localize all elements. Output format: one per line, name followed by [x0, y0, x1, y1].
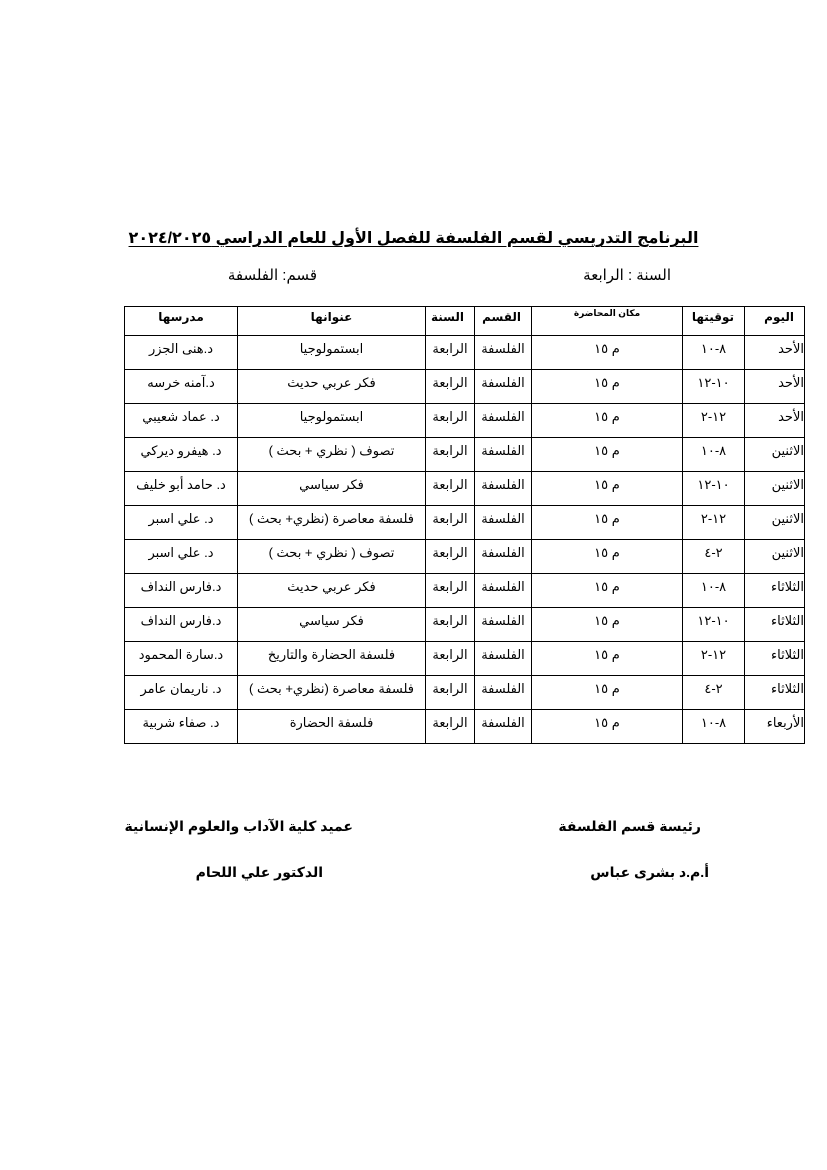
cell-year: الرابعة: [426, 642, 475, 676]
table-row: [125, 336, 805, 370]
cell-title: فكر عربي حديث: [238, 370, 426, 404]
cell-year: الرابعة: [426, 574, 475, 608]
cell-teacher: د.سارة المحمود: [125, 642, 238, 676]
cell-location: م ١٥: [532, 472, 683, 506]
cell-time: ١٠-١٢: [683, 608, 745, 642]
cell-time: ٢-٤: [683, 676, 745, 710]
table-row: [125, 540, 805, 574]
table-row: [125, 642, 805, 676]
cell-time: ٨-١٠: [683, 438, 745, 472]
cell-location: م ١٥: [532, 540, 683, 574]
cell-year: الرابعة: [426, 336, 475, 370]
cell-teacher: د. صفاء شربية: [125, 710, 238, 744]
cell-teacher: د. هيفرو ديركي: [125, 438, 238, 472]
cell-dept: الفلسفة: [475, 438, 532, 472]
schedule-body: [125, 336, 805, 744]
cell-day: الاثنين: [745, 540, 805, 574]
header-title: عنوانها: [238, 307, 426, 336]
header-day: اليوم: [745, 307, 805, 336]
cell-title: فلسفة الحضارة: [238, 710, 426, 744]
cell-year: الرابعة: [426, 608, 475, 642]
cell-location: م ١٥: [532, 608, 683, 642]
cell-title: ابستمولوجيا: [238, 336, 426, 370]
cell-day: الأحد: [745, 370, 805, 404]
cell-location: م ١٥: [532, 710, 683, 744]
cell-dept: الفلسفة: [475, 506, 532, 540]
cell-day: الأربعاء: [745, 710, 805, 744]
head-title: رئيسة قسم الفلسفة: [558, 818, 701, 834]
cell-location: م ١٥: [532, 676, 683, 710]
head-name: أ.م.د بشرى عباس: [590, 864, 709, 880]
header-time: توقيتها: [683, 307, 745, 336]
year-label: السنة : الرابعة: [583, 267, 671, 284]
cell-day: الثلاثاء: [745, 574, 805, 608]
cell-day: الثلاثاء: [745, 608, 805, 642]
cell-teacher: د. ناريمان عامر: [125, 676, 238, 710]
table-header-row: [125, 307, 805, 336]
header-year: السنة: [426, 307, 475, 336]
table-row: [125, 472, 805, 506]
table-row: [125, 710, 805, 744]
table-row: [125, 574, 805, 608]
cell-teacher: د. عماد شعيبي: [125, 404, 238, 438]
cell-title: فكر سياسي: [238, 472, 426, 506]
table-row: [125, 438, 805, 472]
header-dept: القسم: [475, 307, 532, 336]
cell-dept: الفلسفة: [475, 574, 532, 608]
cell-time: ٢-٤: [683, 540, 745, 574]
cell-dept: الفلسفة: [475, 642, 532, 676]
cell-teacher: د. علي اسبر: [125, 540, 238, 574]
document-title: البرنامج التدريسي لقسم الفلسفة للفصل الأول للعام الدراسي ٢٠٢٤/٢٠٢٥: [128, 230, 699, 247]
cell-location: م ١٥: [532, 642, 683, 676]
cell-dept: الفلسفة: [475, 710, 532, 744]
cell-location: م ١٥: [532, 404, 683, 438]
cell-dept: الفلسفة: [475, 676, 532, 710]
cell-year: الرابعة: [426, 506, 475, 540]
cell-day: الاثنين: [745, 472, 805, 506]
cell-year: الرابعة: [426, 404, 475, 438]
cell-location: م ١٥: [532, 574, 683, 608]
cell-location: م ١٥: [532, 506, 683, 540]
cell-time: ١٠-١٢: [683, 370, 745, 404]
header-location: مكان المحاضرة: [532, 307, 683, 336]
table-row: [125, 370, 805, 404]
cell-title: تصوف ( نظري + بحث ): [238, 540, 426, 574]
cell-location: م ١٥: [532, 336, 683, 370]
cell-day: الثلاثاء: [745, 642, 805, 676]
dean-name: الدكتور علي اللحام: [195, 864, 323, 880]
cell-teacher: د.فارس النداف: [125, 608, 238, 642]
cell-dept: الفلسفة: [475, 540, 532, 574]
cell-dept: الفلسفة: [475, 370, 532, 404]
cell-time: ١٠-١٢: [683, 472, 745, 506]
dept-label: قسم: الفلسفة: [227, 267, 317, 284]
cell-day: الثلاثاء: [745, 676, 805, 710]
cell-day: الأحد: [745, 336, 805, 370]
table-row: [125, 676, 805, 710]
cell-year: الرابعة: [426, 438, 475, 472]
header-teacher: مدرسها: [125, 307, 238, 336]
cell-dept: الفلسفة: [475, 404, 532, 438]
cell-time: ٨-١٠: [683, 574, 745, 608]
cell-title: فلسفة معاصرة (نظري+ بحث ): [238, 506, 426, 540]
cell-time: ١٢-٢: [683, 642, 745, 676]
cell-dept: الفلسفة: [475, 472, 532, 506]
cell-time: ١٢-٢: [683, 506, 745, 540]
cell-day: الاثنين: [745, 438, 805, 472]
cell-year: الرابعة: [426, 472, 475, 506]
schedule-table: [124, 306, 805, 744]
cell-teacher: د.آمنه خرسه: [125, 370, 238, 404]
table-row: [125, 506, 805, 540]
cell-teacher: د.فارس النداف: [125, 574, 238, 608]
cell-dept: الفلسفة: [475, 336, 532, 370]
cell-time: ٨-١٠: [683, 336, 745, 370]
cell-location: م ١٥: [532, 370, 683, 404]
cell-year: الرابعة: [426, 540, 475, 574]
cell-day: الاثنين: [745, 506, 805, 540]
table-row: [125, 404, 805, 438]
cell-teacher: د.هنى الجزر: [125, 336, 238, 370]
cell-title: ابستمولوجيا: [238, 404, 426, 438]
cell-teacher: د. حامد أبو خليف: [125, 472, 238, 506]
cell-year: الرابعة: [426, 676, 475, 710]
cell-year: الرابعة: [426, 370, 475, 404]
cell-title: فلسفة الحضارة والتاريخ: [238, 642, 426, 676]
cell-title: فكر سياسي: [238, 608, 426, 642]
cell-day: الأحد: [745, 404, 805, 438]
cell-dept: الفلسفة: [475, 608, 532, 642]
dean-title: عميد كلية الآداب والعلوم الإنسانية: [124, 818, 353, 834]
cell-location: م ١٥: [532, 438, 683, 472]
cell-year: الرابعة: [426, 710, 475, 744]
table-row: [125, 608, 805, 642]
cell-title: فلسفة معاصرة (نظري+ بحث ): [238, 676, 426, 710]
cell-teacher: د. علي اسبر: [125, 506, 238, 540]
cell-title: فكر عربي حديث: [238, 574, 426, 608]
cell-time: ٨-١٠: [683, 710, 745, 744]
cell-time: ١٢-٢: [683, 404, 745, 438]
cell-title: تصوف ( نظري + بحث ): [238, 438, 426, 472]
